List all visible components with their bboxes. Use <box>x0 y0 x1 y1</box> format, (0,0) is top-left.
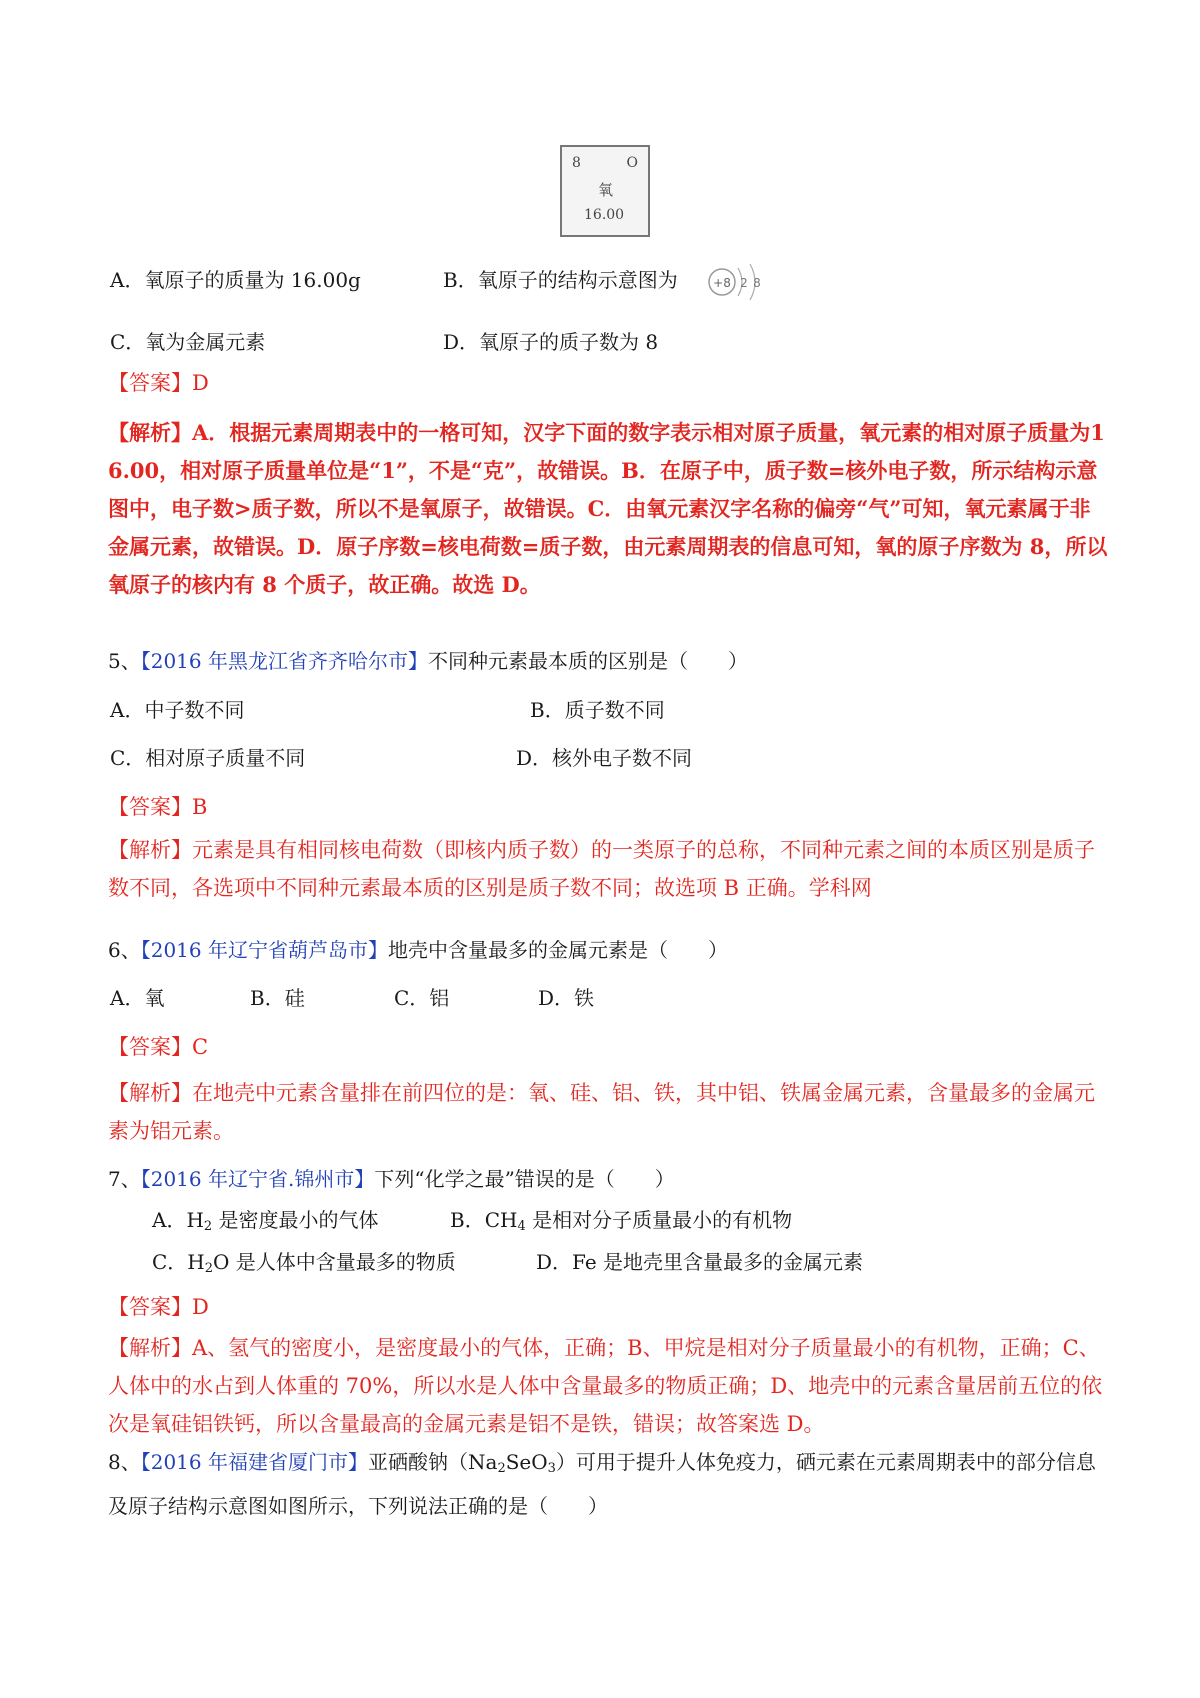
option-text: B．CH <box>450 1208 518 1232</box>
analysis-label: 【解析】 <box>108 838 192 862</box>
atomic-number: 8 <box>572 155 581 171</box>
q5-option-a: A．中子数不同 <box>110 698 245 722</box>
question-number: 8、 <box>108 1450 141 1474</box>
subscript: 3 <box>547 1461 556 1476</box>
question-text: ）可用于提升人体免疫力，硒元素在元素周期表中的部分信息及原子结构示意图如图所示，下列说法正确的是（ ） <box>108 1450 1096 1518</box>
q7-analysis <box>108 1329 1108 1443</box>
question-number: 6、 <box>108 938 141 962</box>
q6-answer: 【答案】C <box>108 1035 209 1059</box>
question-text: 下列“化学之最”错误的是（ ） <box>374 1167 675 1191</box>
shell-2-electrons: 8 <box>753 276 761 290</box>
subscript: 4 <box>517 1219 526 1234</box>
question-source: 【2016 年辽宁省葫芦岛市】 <box>140 938 388 962</box>
option-text: A．H <box>152 1208 204 1232</box>
option-text: O 是人体中含量最多的物质 <box>213 1250 456 1274</box>
q6-option-b: B．硅 <box>250 986 305 1010</box>
question-text: 地壳中含量最多的金属元素是（ ） <box>388 938 728 962</box>
element-name: 氧 <box>598 181 614 199</box>
q5-option-b: B．质子数不同 <box>530 698 665 722</box>
q4-option-b: B．氧原子的结构示意图为 <box>443 268 678 292</box>
q8-stem <box>108 1440 1108 1528</box>
q7-option-c <box>152 1249 456 1275</box>
nucleus-charge: +8 <box>713 276 731 290</box>
q6-stem <box>108 937 728 963</box>
option-text: C．H <box>152 1250 205 1274</box>
analysis-text: 在地壳中元素含量排在前四位的是：氧、硅、铝、铁，其中铝、铁属金属元素，含量最多的金属元素为铝元素。 <box>108 1081 1095 1143</box>
atom-structure-diagram <box>700 258 768 306</box>
q6-option-c: C．铝 <box>394 986 450 1010</box>
question-source: 【2016 年福建省厦门市】 <box>140 1450 368 1474</box>
shell-1-electrons: 2 <box>740 276 748 290</box>
question-text: 亚硒酸钠（Na <box>368 1450 498 1474</box>
analysis-label: 【解析】 <box>108 420 192 445</box>
q5-stem <box>108 648 748 674</box>
element-cell-oxygen <box>560 145 650 237</box>
q4-analysis <box>108 414 1108 604</box>
subscript: 2 <box>204 1261 214 1276</box>
analysis-label: 【解析】 <box>108 1081 192 1105</box>
analysis-text: A．根据元素周期表中的一格可知，汉字下面的数字表示相对原子质量，氧元素的相对原子质量为16.00，相对原子质量单位是“1”，不是“克”，故错误。B．在原子中，质子数=核外电子数，所示结构示意图中，电子数>质子数，所以不是氧原子，故错误。C．由氧元素汉字名称的偏旁“气”可知，氧元素属于非金属元素，故错误。D．原子序数=核电荷数=质子数，由元素周期表的信息可知，氧的原子序数为 8，所以氧原子的核内有 8 个质子，故正确。故选 D。 <box>108 420 1108 597</box>
analysis-text: 元素是具有相同核电荷数（即核内质子数）的一类原子的总称，不同种元素之间的本质区别是质子数不同，各选项中不同种元素最本质的区别是质子数不同；故选项 B 正确。学科网 <box>108 838 1095 900</box>
question-text: 不同种元素最本质的区别是（ ） <box>428 649 748 673</box>
option-text: 是密度最小的气体 <box>212 1208 379 1232</box>
q5-answer: 【答案】B <box>108 795 208 819</box>
q5-analysis <box>108 831 1108 907</box>
question-source: 【2016 年黑龙江省齐齐哈尔市】 <box>140 649 428 673</box>
subscript: 2 <box>203 1219 213 1234</box>
q7-option-d: D．Fe 是地壳里含量最多的金属元素 <box>536 1250 864 1274</box>
q6-option-d: D．铁 <box>538 986 595 1010</box>
q6-analysis <box>108 1074 1108 1150</box>
option-text: 是相对分子质量最小的有机物 <box>525 1208 793 1232</box>
q4-option-c: C．氧为金属元素 <box>110 330 266 354</box>
q4-option-d: D．氧原子的质子数为 8 <box>443 330 659 354</box>
q7-answer: 【答案】D <box>108 1295 209 1319</box>
q5-option-c: C．相对原子质量不同 <box>110 746 306 770</box>
q7-stem <box>108 1166 675 1192</box>
q7-option-a <box>152 1207 379 1233</box>
question-number: 5、 <box>108 649 141 673</box>
question-text: SeO <box>505 1450 548 1474</box>
subscript: 2 <box>497 1461 506 1476</box>
atomic-mass: 16.00 <box>584 207 625 223</box>
q5-option-d: D．核外电子数不同 <box>516 746 693 770</box>
q4-answer: 【答案】D <box>108 371 209 395</box>
element-symbol: O <box>626 155 638 171</box>
question-number: 7、 <box>108 1167 141 1191</box>
question-source: 【2016 年辽宁省.锦州市】 <box>140 1167 375 1191</box>
q4-option-a: A．氧原子的质量为 16.00g <box>110 268 361 292</box>
analysis-label: 【解析】 <box>108 1336 192 1360</box>
q7-option-b <box>450 1207 792 1233</box>
q6-option-a: A．氧 <box>110 986 165 1010</box>
analysis-text: A、氢气的密度小，是密度最小的气体，正确；B、甲烷是相对分子质量最小的有机物，正确；C、人体中的水占到人体重的 70%，所以水是人体中含量最多的物质正确；D、地壳中的元素含量居前五位的依次是氧硅铝铁钙，所以含量最高的金属元素是铝不是铁，错误；故答案选 D。 <box>108 1336 1103 1436</box>
